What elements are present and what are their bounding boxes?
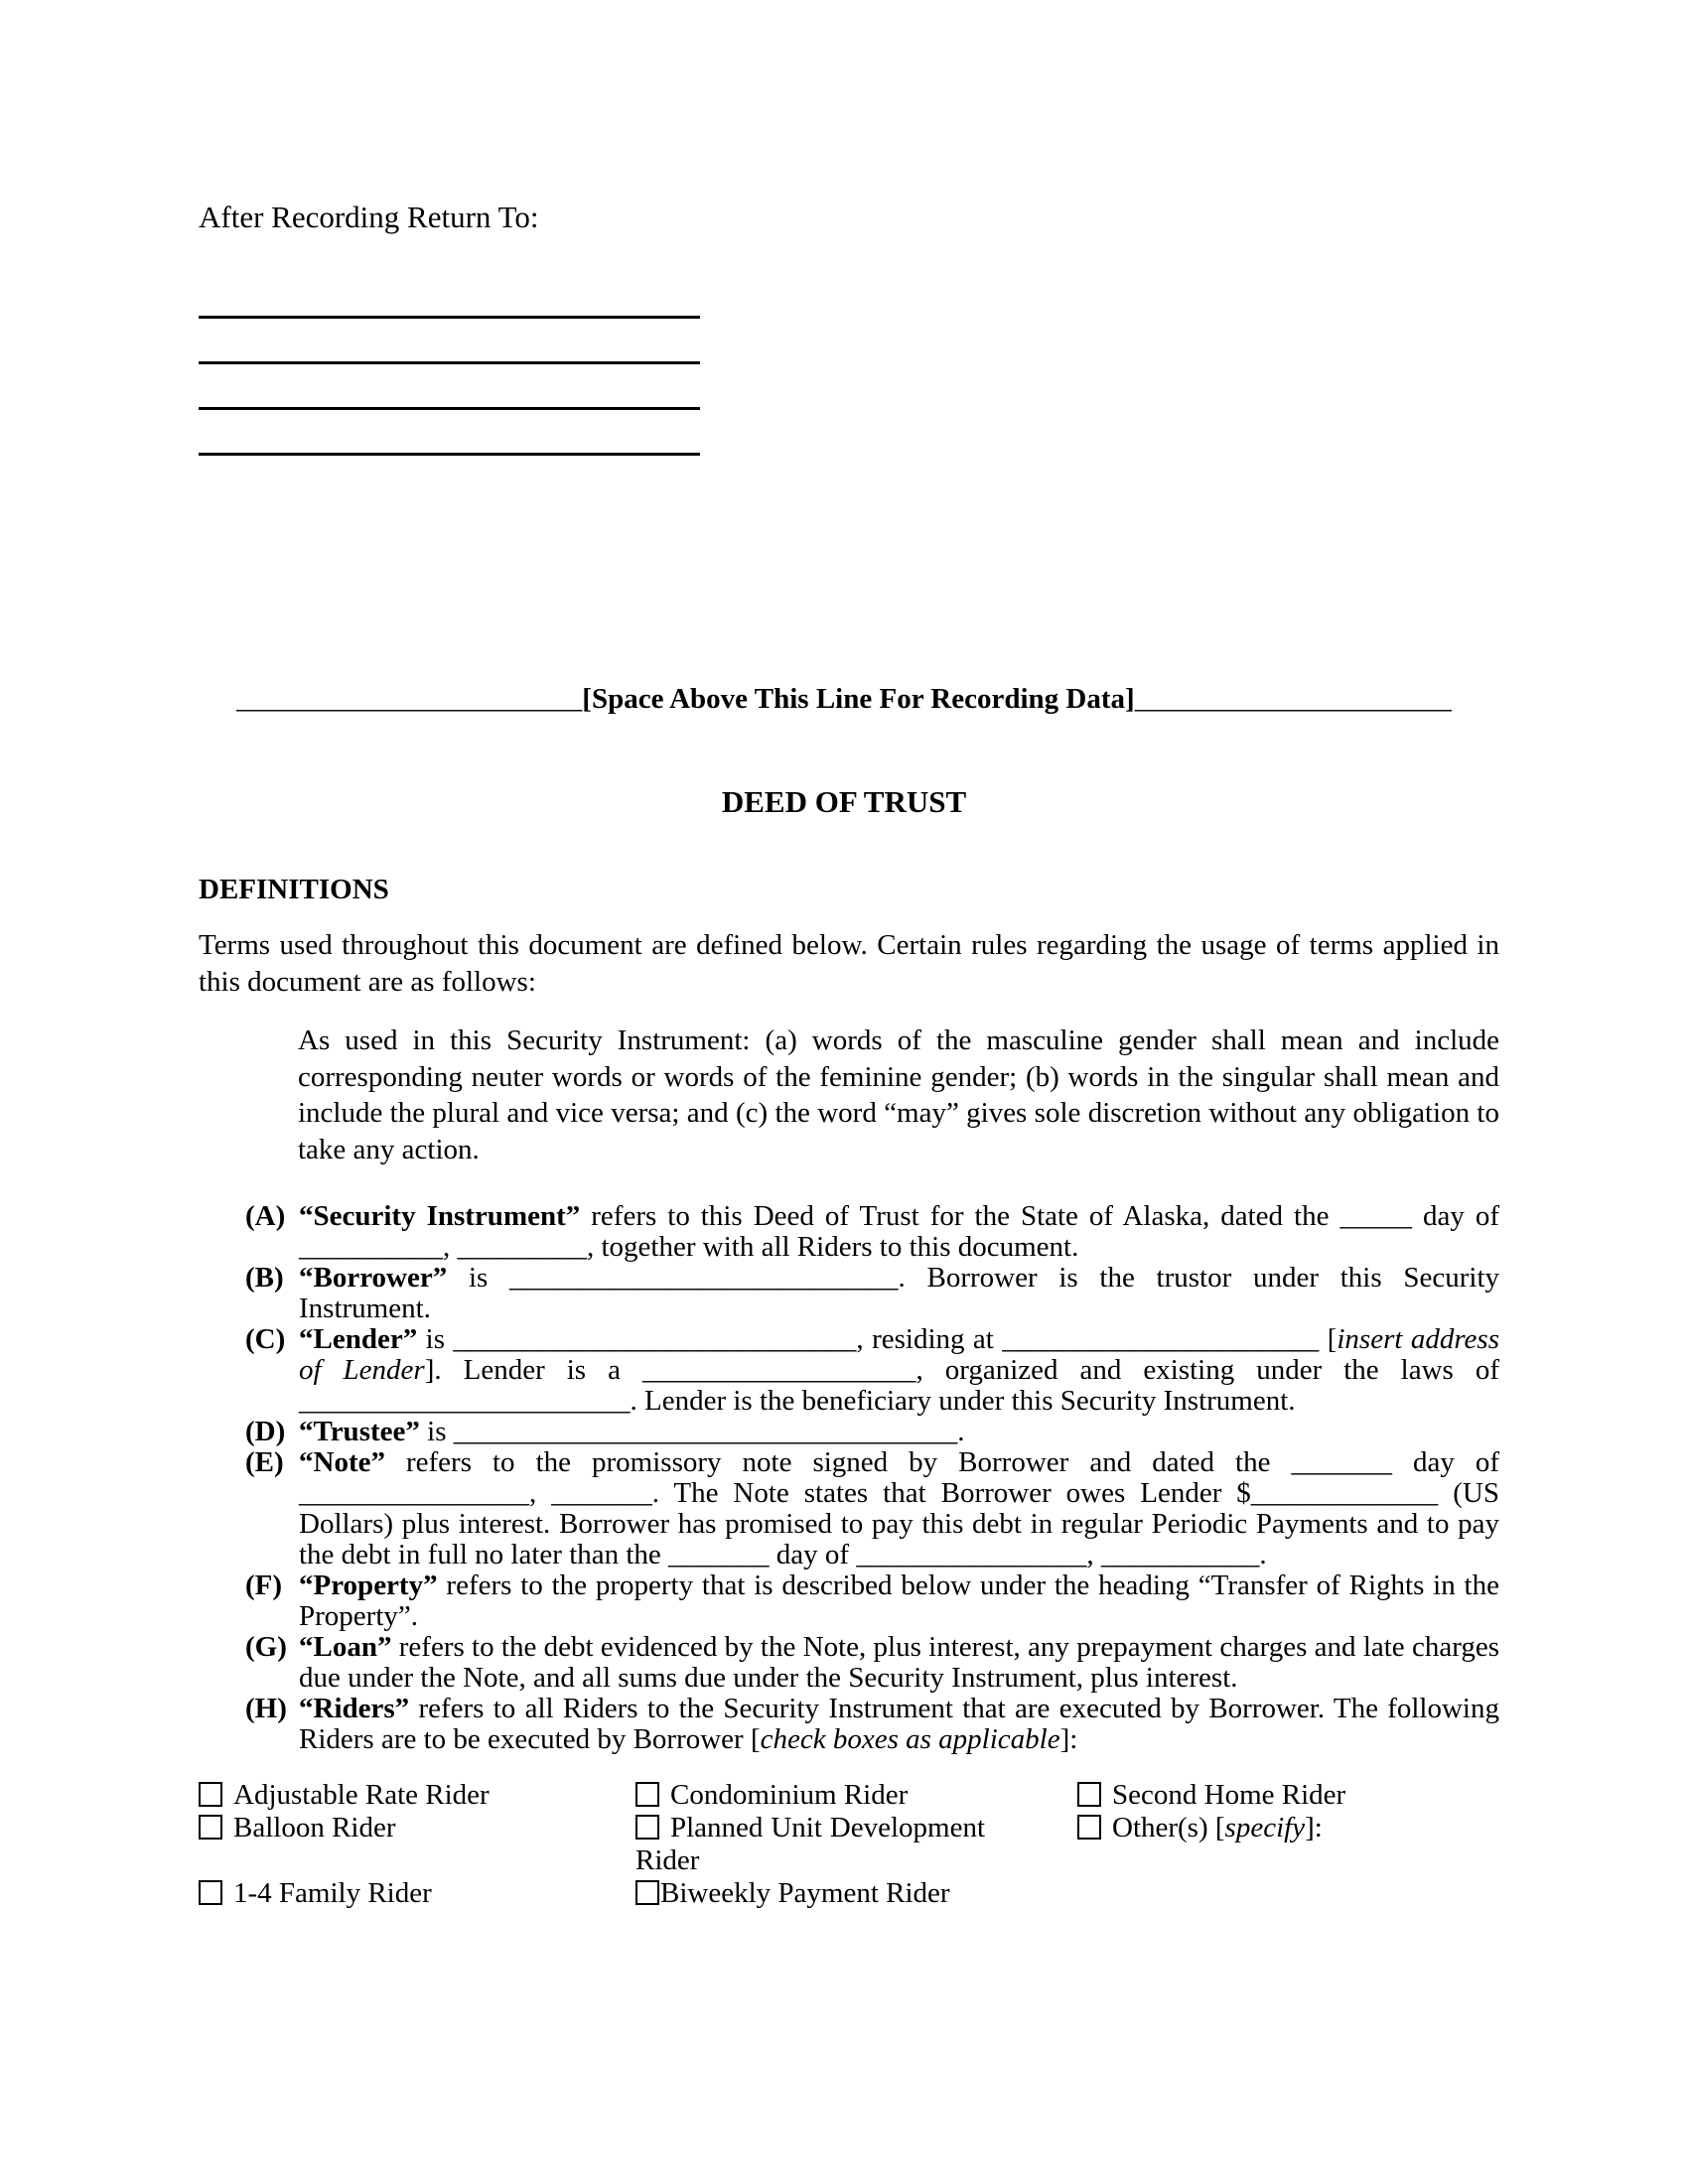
definition-label: (B)	[245, 1262, 284, 1294]
definitions-heading: DEFINITIONS	[199, 874, 389, 905]
text-segment: is ___________________________. Borrower is the trustor under this Security Instrument.	[299, 1262, 1499, 1324]
definitions-list	[199, 1201, 1499, 1755]
definition-item-f	[199, 1570, 1499, 1632]
text-segment: “Lender”	[299, 1323, 418, 1355]
definition-item-e	[199, 1447, 1499, 1570]
definition-item-g	[199, 1632, 1499, 1694]
definition-item-b	[199, 1263, 1499, 1324]
text-segment: insert address of Lender	[299, 1323, 1499, 1386]
definition-label: (G)	[245, 1631, 287, 1663]
definition-label: (D)	[245, 1416, 286, 1447]
recording-divider-left-fill: ________________________	[236, 683, 583, 715]
rider-label	[670, 1779, 908, 1811]
definition-label: (C)	[245, 1323, 286, 1355]
return-address-blank-line-2[interactable]	[199, 361, 700, 364]
text-segment: Biweekly Payment Rider	[660, 1877, 950, 1909]
return-address-blank-line-3[interactable]	[199, 407, 700, 410]
text-segment: Planned Unit Development Rider	[635, 1812, 985, 1876]
checkbox-icon-planned-unit-development-rider[interactable]	[635, 1815, 659, 1840]
return-address-blank-line-4[interactable]	[199, 453, 700, 456]
definition-label: (E)	[245, 1446, 284, 1478]
rider-option-second-home-rider	[1077, 1779, 1499, 1812]
text-segment: “Borrower”	[299, 1262, 448, 1294]
return-address-block	[199, 316, 700, 498]
rider-label	[660, 1877, 950, 1909]
rider-option-1-4-family-rider	[199, 1877, 635, 1910]
rider-label	[1112, 1779, 1345, 1811]
definition-text	[299, 1200, 1499, 1263]
definition-label: (A)	[245, 1200, 286, 1232]
definition-item-h	[199, 1694, 1499, 1755]
text-segment: “Note”	[299, 1446, 385, 1478]
rider-option-planned-unit-development-rider	[635, 1812, 985, 1877]
riders-checkbox-grid	[199, 1779, 1499, 1910]
recording-data-divider	[0, 683, 1688, 716]
text-segment: refers to the property that is described below under the heading “Transfer of Rights in the Property”.	[299, 1570, 1499, 1632]
text-segment: “Property”	[299, 1570, 438, 1601]
rider-label	[233, 1779, 490, 1811]
definition-text	[299, 1323, 1499, 1417]
text-segment: is ____________________________, residing at ______________________ [	[417, 1323, 1337, 1355]
rider-label	[233, 1812, 396, 1843]
text-segment: refers to the promissory note signed by Borrower and dated the _______ day of ________________, _______. The Note states that Borrower owes Lender $_____________ (US Dollars) plus interest. Borrower has promised to pay this debt in regular Periodic Payments and to pay the debt in full no later than the _______ day of ________________, ___________.	[299, 1446, 1499, 1570]
definitions-intro-paragraph: Terms used throughout this document are defined below. Certain rules regarding the usage of terms applied in this document are as follows:	[199, 929, 1499, 998]
checkbox-icon-balloon-rider[interactable]	[199, 1815, 222, 1840]
text-segment: “Loan”	[299, 1631, 392, 1663]
text-segment: Adjustable Rate Rider	[233, 1779, 490, 1811]
text-segment: ]. Lender is a ___________________, organized and existing under the laws of _______________________. Lender is the beneficiary under this Security Instrument.	[299, 1354, 1499, 1417]
rider-label	[1112, 1812, 1323, 1843]
text-segment: refers to the debt evidenced by the Note, plus interest, any prepayment charges and late charges due under the Note, and all sums due under the Security Instrument, plus interest.	[299, 1631, 1499, 1694]
definition-text	[299, 1570, 1499, 1632]
definition-item-a	[199, 1201, 1499, 1263]
text-segment: Condominium Rider	[670, 1779, 909, 1811]
recording-divider-right-fill: ______________________	[1134, 683, 1452, 715]
text-segment: Second Home Rider	[1112, 1779, 1346, 1811]
after-recording-return-to-label: After Recording Return To:	[199, 200, 539, 234]
recording-divider-label: [Space Above This Line For Recording Data]	[582, 683, 1135, 715]
usage-rules-paragraph: As used in this Security Instrument: (a) words of the masculine gender shall mean and include corresponding neuter words or words of the feminine gender; (b) words in the singular shall mean and include the plural and vice versa; and (c) the word “may” gives sole discretion without any obligation to take any action.	[298, 1024, 1499, 1165]
text-segment: 1-4 Family Rider	[233, 1877, 432, 1909]
text-segment: ]:	[1305, 1812, 1323, 1843]
definition-text	[299, 1416, 964, 1447]
rider-label	[233, 1877, 432, 1909]
definition-label: (F)	[245, 1570, 283, 1601]
document-title: DEED OF TRUST	[721, 784, 967, 819]
text-segment: refers to this Deed of Trust for the State of Alaska, dated the _____ day of __________, _________, together with all Riders to this document.	[299, 1200, 1500, 1263]
rider-option-biweekly-payment-rider	[635, 1877, 1077, 1910]
text-segment: refers to all Riders to the Security Instrument that are executed by Borrower. The following Riders are to be executed by Borrower [	[299, 1693, 1499, 1755]
definition-text	[299, 1631, 1499, 1694]
text-segment: ]:	[1059, 1723, 1078, 1755]
checkbox-icon-other-riders[interactable]	[1077, 1815, 1101, 1840]
text-segment: check boxes as applicable	[760, 1723, 1060, 1755]
text-segment: specify	[1224, 1812, 1306, 1843]
rider-label	[635, 1812, 985, 1876]
text-segment: Other(s) [	[1112, 1812, 1225, 1843]
rider-option-other-riders	[1077, 1812, 1499, 1844]
rider-option-condominium-rider	[635, 1779, 1077, 1812]
text-segment: is ___________________________________.	[419, 1416, 965, 1447]
definition-label: (H)	[245, 1693, 287, 1724]
return-address-blank-line-1[interactable]	[199, 316, 700, 319]
definition-text	[299, 1262, 1499, 1324]
text-segment: “Trustee”	[299, 1416, 420, 1447]
text-segment: “Security Instrument”	[299, 1200, 581, 1232]
rider-option-adjustable-rate-rider	[199, 1779, 635, 1812]
rider-option-balloon-rider	[199, 1812, 635, 1844]
definition-text	[299, 1446, 1499, 1570]
definition-item-d	[199, 1417, 1499, 1447]
checkbox-icon-adjustable-rate-rider[interactable]	[199, 1782, 222, 1807]
checkbox-icon-second-home-rider[interactable]	[1077, 1782, 1101, 1807]
definition-item-c	[199, 1324, 1499, 1417]
checkbox-icon-biweekly-payment-rider[interactable]	[635, 1880, 659, 1905]
checkbox-icon-1-4-family-rider[interactable]	[199, 1880, 222, 1905]
checkbox-icon-condominium-rider[interactable]	[635, 1782, 659, 1807]
definition-text	[299, 1693, 1499, 1755]
text-segment: Balloon Rider	[233, 1812, 396, 1843]
text-segment: “Riders”	[299, 1693, 410, 1724]
